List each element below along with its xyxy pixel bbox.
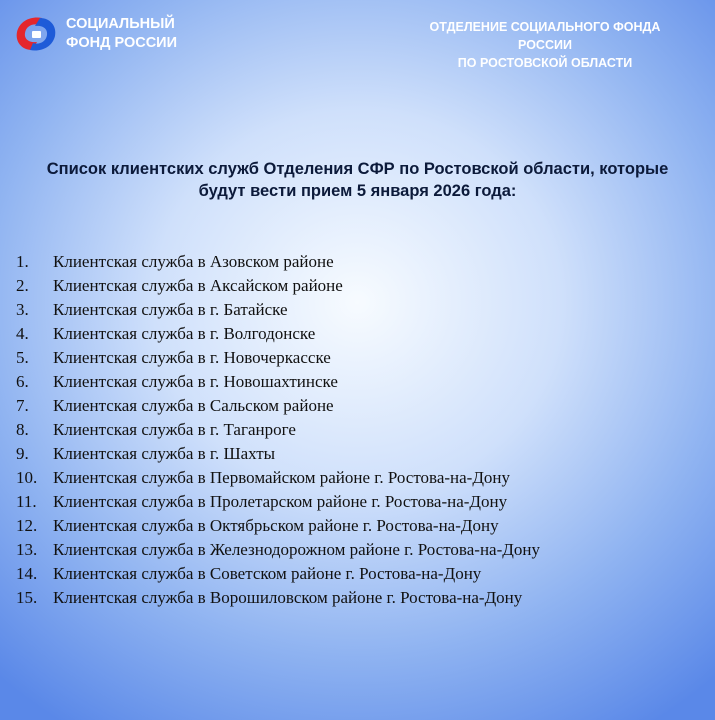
list-item	[16, 250, 540, 274]
org-line-1: ОТДЕЛЕНИЕ СОЦИАЛЬНОГО ФОНДА РОССИИ	[429, 20, 661, 52]
item-text: Клиентская служба в Железнодорожном районе г. Ростова-на-Дону	[53, 540, 540, 559]
item-text: Клиентская служба в Ворошиловском районе г. Ростова-на-Дону	[53, 588, 523, 607]
item-text: Клиентская служба в Первомайском районе г. Ростова-на-Дону	[53, 468, 511, 487]
list-item	[16, 442, 540, 466]
list-item	[16, 346, 540, 370]
item-number: 14.	[16, 564, 38, 583]
item-number: 13.	[16, 540, 38, 559]
org-line-2: ПО РОСТОВСКОЙ ОБЛАСТИ	[457, 56, 633, 70]
item-text: Клиентская служба в Пролетарском районе г. Ростова-на-Дону	[53, 492, 508, 511]
list-item	[16, 394, 540, 418]
client-services-list	[16, 250, 540, 610]
page-title	[20, 158, 695, 202]
sfr-emblem-icon	[12, 12, 60, 56]
item-number: 4.	[16, 324, 29, 343]
item-number: 10.	[16, 468, 38, 487]
item-text: Клиентская служба в г. Волгодонске	[53, 324, 316, 343]
item-number: 12.	[16, 516, 38, 535]
item-number: 15.	[16, 588, 38, 607]
item-text: Клиентская служба в г. Батайске	[53, 300, 288, 319]
list-item	[16, 322, 540, 346]
item-text: Клиентская служба в Аксайском районе	[53, 276, 343, 295]
item-number: 6.	[16, 372, 29, 391]
item-text: Клиентская служба в г. Шахты	[53, 444, 276, 463]
list-item	[16, 298, 540, 322]
item-text: Клиентская служба в Азовском районе	[53, 252, 334, 271]
list-item	[16, 466, 540, 490]
item-text: Клиентская служба в г. Новошахтинске	[53, 372, 338, 391]
list-item	[16, 514, 540, 538]
title-line-1: Список клиентских служб Отделения СФР по Ростовской области, которые	[46, 160, 669, 178]
org-name	[405, 18, 685, 72]
item-text: Клиентская служба в г. Таганроге	[53, 420, 296, 439]
logo-line-1: СОЦИАЛЬНЫЙ	[66, 16, 175, 32]
list-item	[16, 538, 540, 562]
item-number: 1.	[16, 252, 29, 271]
item-text: Клиентская служба в г. Новочеркасске	[53, 348, 331, 367]
title-line-2: будут вести прием 5 января 2026 года:	[198, 182, 517, 200]
item-text: Клиентская служба в Сальском районе	[53, 396, 334, 415]
logo-line-2: ФОНД РОССИИ	[66, 35, 178, 51]
list-item	[16, 586, 540, 610]
item-number: 3.	[16, 300, 29, 319]
item-text: Клиентская служба в Октябрьском районе г. Ростова-на-Дону	[53, 516, 499, 535]
item-number: 8.	[16, 420, 29, 439]
item-number: 2.	[16, 276, 29, 295]
list-item	[16, 274, 540, 298]
item-number: 11.	[16, 492, 37, 511]
item-text: Клиентская служба в Советском районе г. Ростова-на-Дону	[53, 564, 482, 583]
item-number: 7.	[16, 396, 29, 415]
logo-text	[66, 15, 177, 53]
list-item	[16, 562, 540, 586]
item-number: 5.	[16, 348, 29, 367]
list-item	[16, 490, 540, 514]
sfr-logo	[12, 12, 177, 56]
list-item	[16, 418, 540, 442]
list-item	[16, 370, 540, 394]
item-number: 9.	[16, 444, 29, 463]
